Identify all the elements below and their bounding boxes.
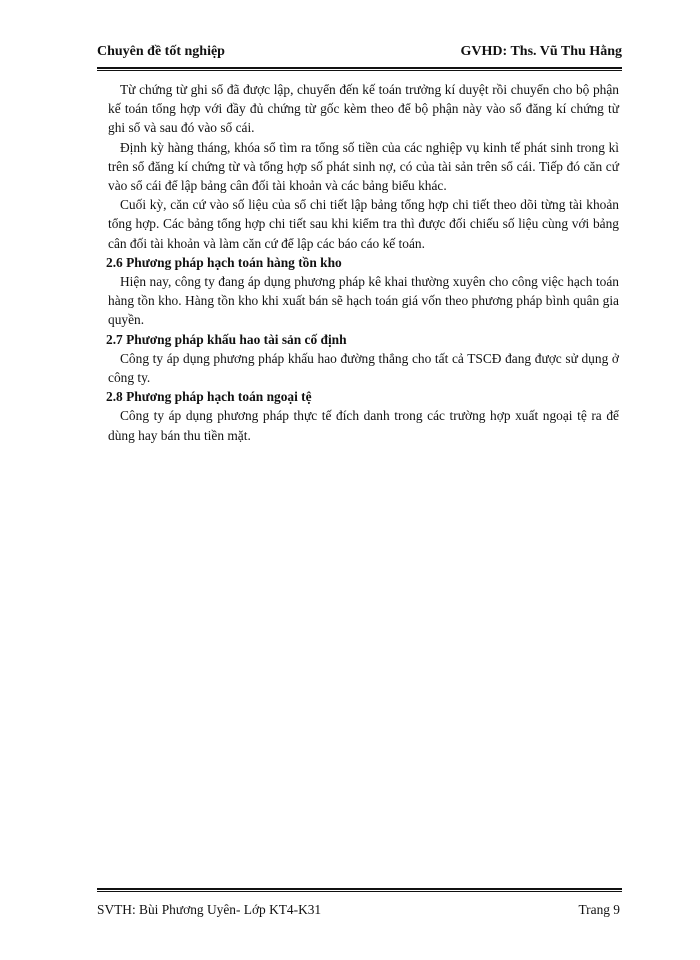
footer-author: SVTH: Bùi Phương Uyên- Lớp KT4-K31 [97, 902, 322, 917]
header-title: Chuyên đề tốt nghiệp [97, 44, 225, 59]
page-body [108, 80, 619, 445]
section-heading-2-8: 2.8 Phương pháp hạch toán ngoại tệ [106, 389, 312, 405]
header-rule-thin [97, 70, 622, 71]
page-number: Trang 9 [578, 902, 620, 917]
paragraph-1: Từ chứng từ ghi sổ đã được lập, chuyển đến kế toán trưởng kí duyệt rồi chuyển cho bộ phận kế toán tổng hợp với đầy đủ chứng từ gốc kèm theo để bộ phận này vào sổ đăng kí chứng từ ghi sổ và sau đó vào sổ cái. [108, 82, 619, 136]
paragraph-5: Công ty áp dụng phương pháp khấu hao đường thẳng cho tất cả TSCĐ đang được sử dụng ở công ty. [108, 350, 619, 386]
paragraph-3: Cuối kỳ, căn cứ vào số liệu của sổ chi tiết lập bảng tổng hợp chi tiết theo dõi từng tài khoản tổng hợp. Các bảng tổng hợp chi tiết sau khi kiểm tra thì được đối chiếu số liệu cùng với bảng cân đối tài khoản và làm căn cứ để lập các báo cáo kế toán. [108, 197, 619, 251]
paragraph-6: Công ty áp dụng phương pháp thực tế đích danh trong các trường hợp xuất ngoại tệ ra để dùng hay bán thu tiền mặt. [108, 408, 619, 443]
paragraph-2: Định kỳ hàng tháng, khóa sổ tìm ra tổng số tiền của các nghiệp vụ kinh tế phát sinh trong kì trên sổ đăng kí chứng từ và tổng hợp số phát sinh nợ, có của tài sản trên sổ cái. Tiếp đó căn cứ vào sổ cái để lập bảng cân đối tài khoản và các bảng biểu khác. [108, 139, 619, 194]
header-advisor: GVHD: Ths. Vũ Thu Hằng [460, 44, 622, 59]
section-heading-2-7: 2.7 Phương pháp khấu hao tài sản cố định [106, 331, 347, 347]
footer-rule-thick [97, 888, 622, 890]
page-header [97, 44, 622, 66]
paragraph-4: Hiện nay, công ty đang áp dụng phương pháp kê khai thường xuyên cho công việc hạch toán hàng tồn kho. Hàng tồn kho khi xuất bán sẽ hạch toán giá vốn theo phương pháp bình quân gia quyền. [108, 274, 619, 328]
header-rule-thick [97, 67, 622, 69]
footer-rule-thin [97, 891, 622, 892]
section-heading-2-6: 2.6 Phương pháp hạch toán hàng tồn kho [106, 254, 342, 270]
